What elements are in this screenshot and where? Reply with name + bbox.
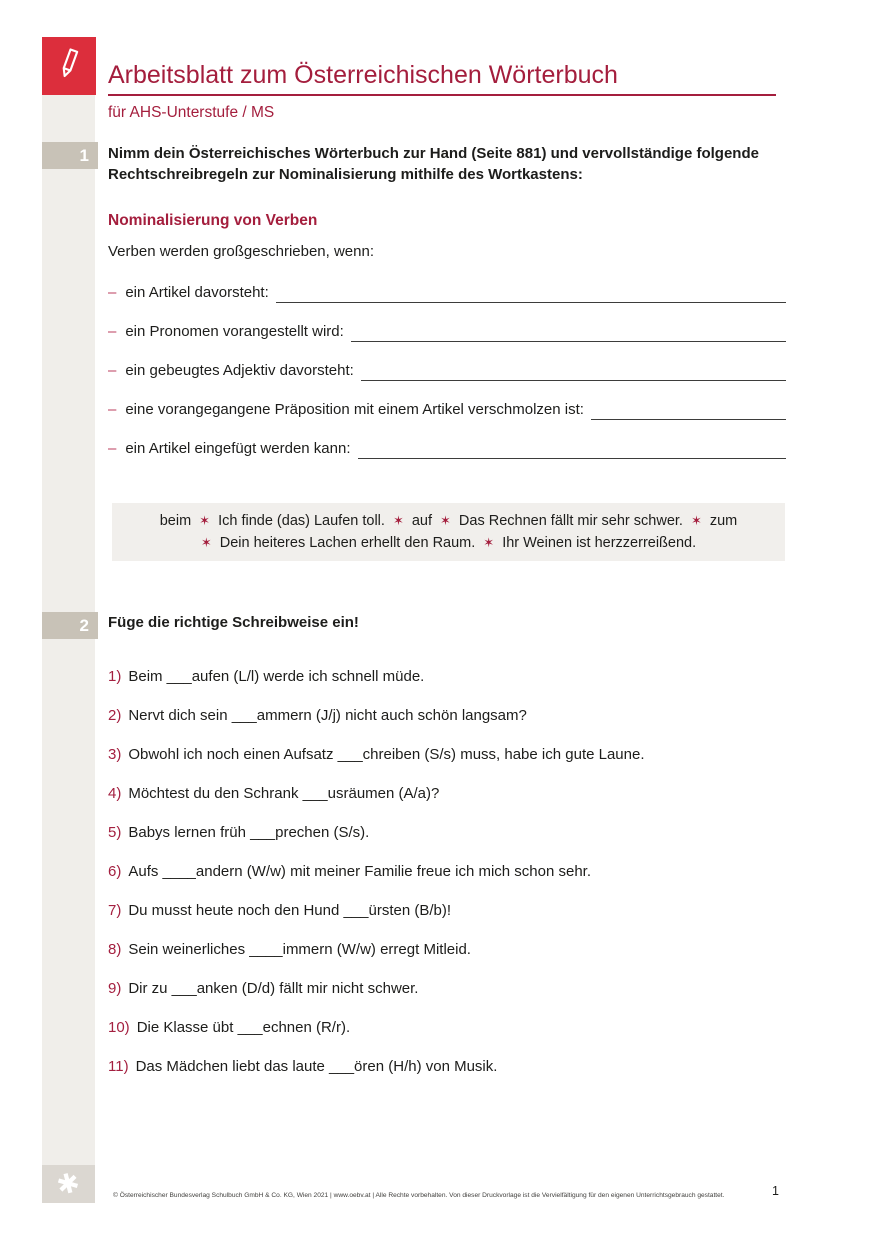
task1-number: 1 [79,146,89,165]
exercise-text: Die Klasse übt ___echnen (R/r). [136,1019,351,1036]
exercise-text: Sein weinerliches ____immern (W/w) erregt Mitleid. [128,941,471,958]
rule-row [108,398,786,420]
rule-row [108,359,786,381]
exercise-number: 5) [108,824,122,841]
exercise-number: 8) [108,941,122,958]
star-icon: ✶ [392,512,404,528]
star-icon: ✶ [483,535,495,550]
word-bank-item: Ihr Weinen ist herzzerreißend. [502,535,697,551]
exercise-number: 3) [108,746,122,763]
star-icon: ✶ [440,512,451,528]
exercise-item [108,705,786,727]
word-bank-item: Das Rechnen fällt mir sehr schwer. [458,512,683,529]
exercise-text: Nervt dich sein ___ammern (J/j) nicht auch schön langsam? [128,707,527,724]
exercise-text: Dir zu ___anken (D/d) fällt mir nicht schwer. [128,980,419,997]
task1-number-box [42,142,98,169]
dash-bullet: – [108,284,117,301]
page-number: 1 [772,1184,779,1198]
blank-line [591,399,786,420]
rule-label: ein gebeugtes Adjektiv davorsteht: [125,362,354,379]
word-bank-item: Ich finde (das) Laufen toll. [218,512,385,529]
exercise-item [108,978,786,1000]
exercise-number: 6) [108,863,122,880]
page-title: Arbeitsblatt zum Österreichischen Wörterbuch [108,60,776,96]
exercise-number: 11) [108,1058,129,1075]
word-bank-box [112,503,785,561]
blank-line [351,321,786,342]
task2-number-box [42,612,98,639]
word-bank-item: zum [709,512,738,529]
rule-row [108,437,786,459]
rule-label: ein Artikel davorsteht: [125,284,269,301]
task1-instruction: Nimm dein Österreichisches Wörterbuch zur Hand (Seite 881) und vervollständige folgende Rechtschreibregeln zur Nominalisierung mithilfe des Wortkastens: [108,145,759,183]
rule-label: ein Artikel eingefügt werden kann: [125,440,351,457]
word-bank-item: beim [159,512,192,529]
rule-intro: Verben werden großgeschrieben, wenn: [108,243,375,260]
exercise-item [108,939,786,961]
exercise-text: Beim ___aufen (L/l) werde ich schnell müde. [128,668,425,685]
exercise-number: 1) [108,668,122,685]
exercise-item [108,783,786,805]
exercise-text: Das Mädchen liebt das laute ___ören (H/h) von Musik. [135,1058,498,1075]
rule-heading: Nominalisierung von Verben [108,212,318,229]
exercise-item [108,900,786,922]
rule-row [108,281,786,303]
copyright-note: © Österreichischer Bundesverlag Schulbuch GmbH & Co. KG, Wien 2021 | www.oebv.at | Alle Rechte vorbehalten. Von dieser Druckvorlage ist die Vervielfältigung für den eigenen Unterrichtsgebrauch gestattet. [113,1192,725,1199]
exercise-text: Du musst heute noch den Hund ___ürsten (B/b)! [128,902,452,919]
exercise-number: 9) [108,980,122,997]
exercise-item [108,861,786,883]
exercise-text: Möchtest du den Schrank ___usräumen (A/a)? [128,785,440,802]
dash-bullet: – [108,362,117,379]
oebv-logo-icon: ✱ [53,1166,83,1201]
task2-instruction: Füge die richtige Schreibweise ein! [108,614,359,631]
task2-number: 2 [79,616,89,635]
blank-line [358,438,787,459]
exercise-item [108,1017,786,1039]
dash-bullet: – [108,401,117,418]
word-bank-item: auf [411,512,433,529]
page-subtitle: für AHS-Unterstufe / MS [108,104,275,121]
word-bank-item: Dein heiteres Lachen erhellt den Raum. [219,535,476,551]
exercise-item [108,666,786,688]
exercise-text: Babys lernen früh ___prechen (S/s). [128,824,370,841]
dash-bullet: – [108,323,117,340]
exercise-number: 10) [108,1019,130,1036]
pencil-badge [42,37,96,95]
dash-bullet: – [108,440,117,457]
exercise-item [108,822,786,844]
star-icon: ✶ [199,512,211,528]
publisher-logo-box [42,1165,95,1203]
star-icon: ✶ [690,512,702,528]
exercise-number: 4) [108,785,122,802]
rule-list [108,281,786,476]
blank-line [361,360,786,381]
word-bank-line-2 [197,532,700,555]
exercise-list [108,666,786,1095]
rule-label: eine vorangegangene Präposition mit einem Artikel verschmolzen ist: [125,401,584,418]
exercise-item [108,744,786,766]
exercise-item [108,1056,786,1078]
exercise-number: 2) [108,707,122,724]
rule-row [108,320,786,342]
rule-label: ein Pronomen vorangestellt wird: [125,323,344,340]
exercise-text: Obwohl ich noch einen Aufsatz ___chreiben (S/s) muss, habe ich gute Laune. [128,746,645,763]
word-bank-line-1 [156,510,742,533]
star-icon: ✶ [200,535,212,550]
pencil-icon [52,44,86,89]
exercise-text: Aufs ____andern (W/w) mit meiner Familie freue ich mich schon sehr. [128,863,592,880]
blank-line [276,282,786,303]
exercise-number: 7) [108,902,122,919]
